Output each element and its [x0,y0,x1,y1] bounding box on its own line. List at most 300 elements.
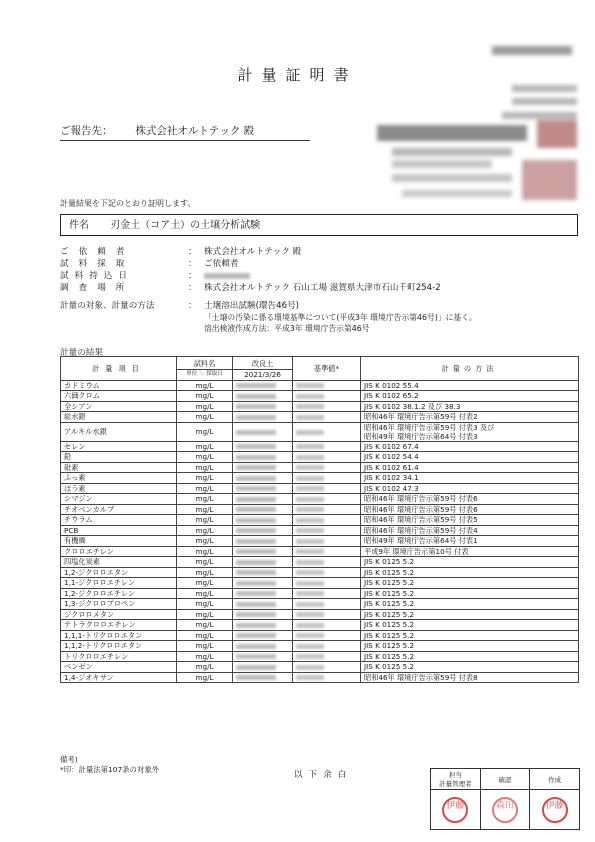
row-method [361,473,579,484]
redacted-value [296,444,324,449]
row-unit: mg/L [177,412,233,423]
row-standard-redacted [293,515,361,526]
row-method [361,483,579,494]
redacted-value [296,675,324,680]
redacted-value [236,455,276,460]
redacted-value [296,623,324,628]
row-item: PCB [61,525,177,536]
row-unit: mg/L [177,620,233,631]
row-standard-redacted [293,452,361,463]
row-unit: mg/L [177,567,233,578]
table-row [61,515,579,526]
row-result-redacted [233,620,293,631]
seal-stamp-3: 伊藤 [542,797,568,823]
redacted-value [236,444,276,449]
row-result-redacted [233,630,293,641]
info-delivery-date: 試料持込日 ： [60,270,250,282]
table-row [61,567,579,578]
redacted-value [236,430,276,435]
redacted-value [296,549,324,554]
row-result-redacted [233,412,293,423]
table-row [61,525,579,536]
table-row [61,662,579,673]
row-item: 1,1,1-トリクロロエタン [61,630,177,641]
redacted-value [236,415,276,420]
row-result-redacted [233,494,293,505]
row-standard-redacted [293,473,361,484]
row-standard-redacted [293,494,361,505]
header-sample: 試料名 [177,357,233,370]
header-item: 計量項目 [61,357,177,381]
redacted-value [296,465,324,470]
row-method [361,412,579,423]
row-method [361,546,579,557]
seal-cell [480,790,530,830]
table-row [61,630,579,641]
redacted-value [236,623,276,628]
row-item: 1,2-ジクロロエタン [61,567,177,578]
method-text: JIS K 0125 5.2 [364,651,415,661]
row-method [361,620,579,631]
header-method: 計量の方法 [361,357,579,381]
row-method [361,494,579,505]
row-item: トリクロロエチレン [61,651,177,662]
redacted-value [236,507,276,512]
table-row [61,412,579,423]
row-result-redacted [233,651,293,662]
row-standard-redacted [293,536,361,547]
row-result-redacted [233,662,293,673]
method-text: JIS K 0125 5.2 [364,630,415,640]
method-text-2: 昭和49年 環境庁告示第64号 付表3 [364,431,478,441]
row-method [361,462,579,473]
sign-col-confirm: 確認 [480,769,530,790]
row-standard-redacted [293,609,361,620]
document-title: 計量証明書 [237,66,358,84]
row-result-redacted [233,588,293,599]
row-item: アルキル水銀 [61,422,177,441]
redacted-value [296,383,324,388]
redacted-value [236,581,276,586]
row-item: シマジン [61,494,177,505]
redacted-value [296,415,324,420]
redacted-value [236,383,276,388]
redacted-value [236,486,276,491]
table-row [61,620,579,631]
method-text: JIS K 0102 54.4 [364,452,419,462]
redacted-value [236,497,276,502]
row-unit: mg/L [177,546,233,557]
table-row [61,483,579,494]
method-text: 昭和46年 環境庁告示第59号 付表5 [364,515,478,525]
row-result-redacted [233,578,293,589]
method-text: JIS K 0102 47.3 [364,483,419,493]
row-result-redacted [233,462,293,473]
method-text: JIS K 0125 5.2 [364,578,415,588]
recipient-name: 株式会社オルトテック 殿 [135,125,255,137]
row-method [361,641,579,652]
row-unit: mg/L [177,651,233,662]
info-key: 試料持込日 [60,271,133,281]
row-result-redacted [233,504,293,515]
method-text: 昭和46年 環境庁告示第59号 付表3 及び [364,422,495,432]
redacted-value [296,476,324,481]
method-text: 昭和46年 環境庁告示第59号 付表4 [364,525,478,535]
row-result-redacted [233,641,293,652]
method-text: JIS K 0125 5.2 [364,567,415,577]
row-result-redacted [233,536,293,547]
redacted-date [204,273,250,279]
header-date: 2021/3/26 [233,370,293,381]
row-standard-redacted [293,441,361,452]
row-unit: mg/L [177,494,233,505]
row-standard-redacted [293,599,361,610]
row-standard-redacted [293,630,361,641]
redacted-value [296,539,324,544]
seal-stamp-2: 森田 [492,797,518,823]
method-text: JIS K 0125 5.2 [364,588,415,598]
row-result-redacted [233,422,293,441]
redacted-value [296,560,324,565]
row-unit: mg/L [177,557,233,568]
redacted-value [296,581,324,586]
end-of-document: 以下余白 [294,770,353,780]
row-method [361,609,579,620]
method-text: JIS K 0125 5.2 [364,662,415,672]
row-item: 1,1-ジクロロエチレン [61,578,177,589]
row-unit: mg/L [177,672,233,683]
table-row [61,504,579,515]
row-unit: mg/L [177,630,233,641]
row-result-redacted [233,557,293,568]
table-row [61,462,579,473]
table-row [61,672,579,683]
redacted-value [296,591,324,596]
redacted-value [296,455,324,460]
info-key: 試料採取 [60,259,135,269]
method-text: 平成9年 環境庁告示第10号 付表 [364,546,469,556]
row-method [361,651,579,662]
method-text: 昭和46年 環境庁告示第59号 付表6 [364,504,478,514]
row-result-redacted [233,380,293,391]
info-value: 株式会社オルトテック 殿 [204,247,302,257]
redacted-value [296,633,324,638]
row-standard-redacted [293,546,361,557]
row-result-redacted [233,483,293,494]
remarks [60,755,159,775]
method-text: 昭和46年 環境庁告示第59号 付表6 [364,494,478,504]
seal-cell [431,790,481,830]
row-standard-redacted [293,567,361,578]
redacted-value [296,394,324,399]
row-method [361,441,579,452]
row-method [361,391,579,402]
seal-stamp-1: 伊藤 [442,797,468,823]
table-row [61,452,579,463]
redacted-value [296,602,324,607]
row-item: クロロエチレン [61,546,177,557]
row-result-redacted [233,546,293,557]
row-item: カドミウム [61,380,177,391]
table-row [61,441,579,452]
table-row [61,588,579,599]
results-body [61,380,579,683]
redacted-value [236,476,276,481]
row-method [361,536,579,547]
redacted-value [236,591,276,596]
info-value: 株式会社オルトテック 石山工場 滋賀県大津市石山千町254-2 [204,283,441,293]
signature-table [430,768,580,830]
method-text: JIS K 0102 61.4 [364,462,419,472]
redacted-value [236,665,276,670]
row-unit: mg/L [177,504,233,515]
row-result-redacted [233,441,293,452]
row-standard-redacted [293,578,361,589]
sign-col-manager-line2: 計量管理者 [439,780,472,788]
method-line1: 土壌溶出試験(環告46号) [204,301,299,311]
row-result-redacted [233,391,293,402]
row-standard-redacted [293,401,361,412]
row-method [361,452,579,463]
row-standard-redacted [293,672,361,683]
row-unit: mg/L [177,609,233,620]
method-text: JIS K 0125 5.2 [364,599,415,609]
redacted-value [296,404,324,409]
method-text: JIS K 0102 55.4 [364,380,419,390]
header-improved: 改良土 [233,357,293,370]
info-requester: ご依頼者 ： 株式会社オルトテック 殿 [60,247,302,257]
method-text: JIS K 0102 65.2 [364,391,419,401]
row-standard-redacted [293,651,361,662]
row-result-redacted [233,525,293,536]
method-text: JIS K 0125 5.2 [364,609,415,619]
row-unit: mg/L [177,462,233,473]
method-text: JIS K 0102 38.1.2 及び 38.3 [364,401,461,411]
row-method [361,422,579,441]
redacted-value [296,654,324,659]
row-result-redacted [233,599,293,610]
row-unit: mg/L [177,380,233,391]
row-unit: mg/L [177,401,233,412]
row-item: ふっ素 [61,473,177,484]
row-item: セレン [61,441,177,452]
row-item: 全シアン [61,401,177,412]
redacted-value [236,633,276,638]
redacted-value [296,430,324,435]
seal-cell [530,790,580,830]
row-item: 四塩化炭素 [61,557,177,568]
sign-col-manager [431,769,481,790]
row-unit: mg/L [177,662,233,673]
row-standard-redacted [293,620,361,631]
redacted-value [236,528,276,533]
redacted-value [236,404,276,409]
redacted-value [296,486,324,491]
row-item: 砒素 [61,462,177,473]
method-text: JIS K 0102 34.1 [364,473,419,483]
row-result-redacted [233,473,293,484]
table-row [61,641,579,652]
row-result-redacted [233,515,293,526]
table-row [61,546,579,557]
row-standard-redacted [293,391,361,402]
table-row [61,609,579,620]
row-method [361,672,579,683]
row-item: チウラム [61,515,177,526]
redacted-value [236,570,276,575]
table-row [61,422,579,441]
row-result-redacted [233,567,293,578]
case-title-box [60,214,578,236]
row-standard-redacted [293,588,361,599]
row-result-redacted [233,672,293,683]
row-item: ほう素 [61,483,177,494]
row-unit: mg/L [177,578,233,589]
redacted-value [236,612,276,617]
row-standard-redacted [293,662,361,673]
sign-col-create: 作成 [530,769,580,790]
row-method [361,504,579,515]
table-row [61,599,579,610]
row-unit: mg/L [177,422,233,441]
remarks-note: *印：計量法第107条の対象外 [60,765,160,774]
row-unit: mg/L [177,473,233,484]
row-unit: mg/L [177,483,233,494]
redacted-value [236,518,276,523]
row-result-redacted [233,452,293,463]
row-method [361,380,579,391]
row-unit: mg/L [177,536,233,547]
case-label: 件名 [69,220,89,231]
row-standard-redacted [293,525,361,536]
row-item: 1,3-ジクロロプロペン [61,599,177,610]
row-item: 六価クロム [61,391,177,402]
redacted-value [236,654,276,659]
table-row [61,473,579,484]
recipient-label: ご報告先： [60,125,113,137]
info-key: 調査場所 [60,283,135,293]
row-item: 1,1,2-トリクロロエタン [61,641,177,652]
row-unit: mg/L [177,391,233,402]
redacted-value [236,549,276,554]
row-item: 1,4-ジオキサン [61,672,177,683]
row-method [361,662,579,673]
row-method [361,630,579,641]
table-row [61,578,579,589]
redacted-value [236,560,276,565]
header-unit-note: 単位 ＼ 採取日 [177,370,233,381]
row-item: 1,2-ジクロロエチレン [61,588,177,599]
row-unit: mg/L [177,599,233,610]
results-table [60,356,579,683]
row-method [361,557,579,568]
method-text: 昭和46年 環境庁告示第59号 付表2 [364,412,478,422]
redacted-value [296,570,324,575]
lead-text: 計量結果を下記のとおり証明します。 [60,199,196,208]
row-unit: mg/L [177,441,233,452]
sign-col-manager-line1: 担当 [448,771,462,779]
redacted-value [236,675,276,680]
row-method [361,578,579,589]
table-row [61,380,579,391]
redacted-value [296,507,324,512]
report-recipient [60,123,310,141]
redacted-value [236,539,276,544]
row-method [361,567,579,578]
row-result-redacted [233,609,293,620]
info-site: 調査場所 ： 株式会社オルトテック 石山工場 滋賀県大津市石山千町254-2 [60,283,441,293]
method-text: JIS K 0102 67.4 [364,441,419,451]
redacted-value [296,528,324,533]
row-item: ジクロロメタン [61,609,177,620]
redacted-value [296,518,324,523]
row-item: チオベンカルブ [61,504,177,515]
row-standard-redacted [293,462,361,473]
table-row [61,494,579,505]
row-method [361,525,579,536]
row-standard-redacted [293,504,361,515]
table-row [61,401,579,412]
header-standard: 基準値* [293,357,361,381]
redacted-company-block [372,40,587,210]
results-label: 計量の結果 [60,348,103,358]
row-method [361,588,579,599]
remarks-label: 備考) [60,755,78,764]
row-item: 鉛 [61,452,177,463]
row-item: ベンゼン [61,662,177,673]
table-row [61,536,579,547]
info-value: ご依頼者 [204,259,239,269]
row-result-redacted [233,401,293,412]
redacted-value [296,612,324,617]
method-text: JIS K 0125 5.2 [364,557,415,567]
row-standard-redacted [293,412,361,423]
method-text: JIS K 0125 5.2 [364,620,415,630]
redacted-value [296,644,324,649]
info-method: 計量の対象、計量の方法 ： 土壌溶出試験(環告46号) [60,301,299,311]
row-item: 有機燐 [61,536,177,547]
row-item: 総水銀 [61,412,177,423]
redacted-value [236,644,276,649]
method-text: JIS K 0125 5.2 [364,641,415,651]
row-standard-redacted [293,422,361,441]
row-unit: mg/L [177,641,233,652]
row-standard-redacted [293,557,361,568]
row-method [361,515,579,526]
row-standard-redacted [293,641,361,652]
table-row [61,651,579,662]
info-sampler: 試料採取 ： ご依頼者 [60,259,239,269]
redacted-value [296,497,324,502]
table-row [61,557,579,568]
method-text: 昭和49年 環境庁告示第64号 付表1 [364,536,478,546]
method-line2: 「土壌の汚染に係る環境基準について(平成3年 環境庁告示第46号)」に基く。 [204,313,477,322]
row-method [361,599,579,610]
row-unit: mg/L [177,588,233,599]
table-row [61,391,579,402]
row-item: テトラクロロエチレン [61,620,177,631]
method-line3: 溶出検液作成方法：平成3年 環境庁告示第46号 [204,324,370,333]
info-key: 計量の対象、計量の方法 [60,301,155,311]
method-text: 昭和46年 環境庁告示第59号 付表8 [364,672,478,682]
row-unit: mg/L [177,452,233,463]
case-title: 刃金土（コア土）の土壌分析試験 [110,220,261,231]
redacted-value [236,602,276,607]
row-standard-redacted [293,483,361,494]
redacted-value [296,665,324,670]
row-unit: mg/L [177,525,233,536]
row-method [361,401,579,412]
